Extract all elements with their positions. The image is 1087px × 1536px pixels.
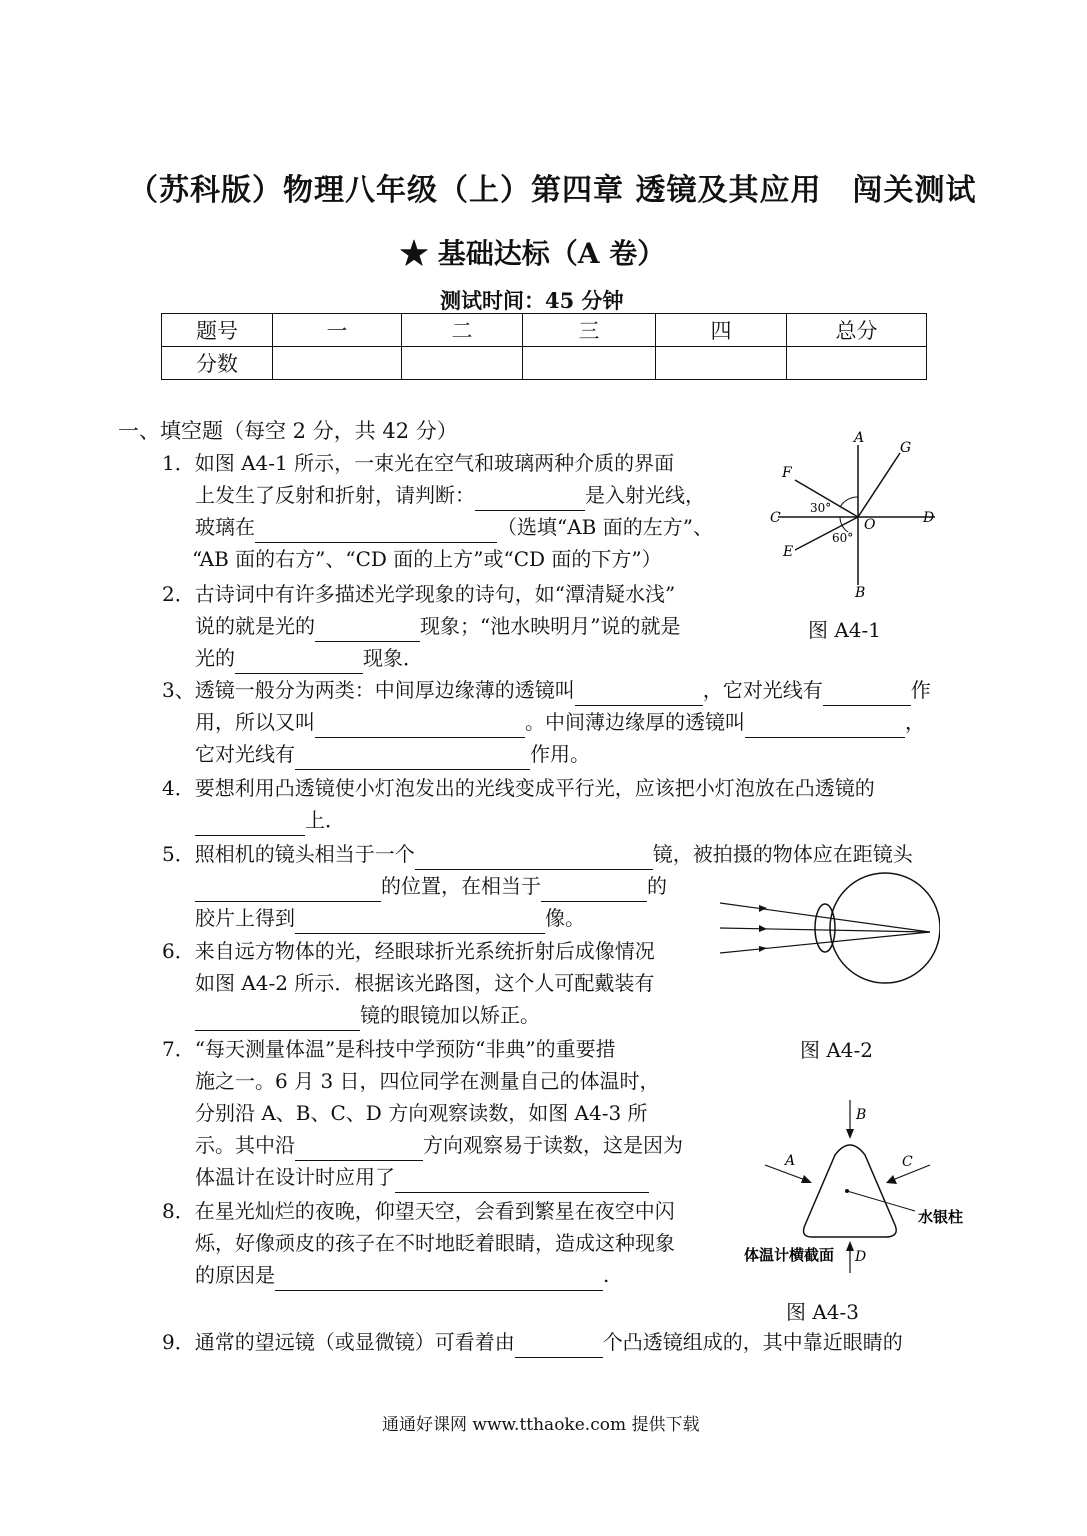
score-entry-cell[interactable] (787, 347, 927, 380)
q6-line3 (195, 999, 540, 1031)
q1-line1: 1．如图 A4-1 所示，一束光在空气和玻璃两种介质的界面 (162, 451, 675, 475)
fig3-label-d: D (855, 1249, 867, 1265)
answer-blank[interactable] (195, 879, 381, 902)
figure-a4-1 (760, 425, 960, 605)
q2-line2 (195, 610, 680, 642)
score-entry-cell[interactable] (273, 347, 402, 380)
fig1-label-o: O (864, 517, 876, 533)
answer-blank[interactable] (235, 651, 363, 674)
q3-text: 作 (910, 678, 931, 702)
q1-text: 是入射光线， (585, 483, 705, 507)
answer-blank[interactable] (745, 715, 905, 738)
q5-line1 (162, 838, 913, 870)
q2-line1: 2．古诗词中有许多描述光学现象的诗句，如“潭清疑水浅” (162, 582, 676, 606)
table-cell: 分数 (162, 347, 273, 380)
q9-text: 9．通常的望远镜（或显微镜）可看着由 (162, 1330, 515, 1354)
score-table-header-row (162, 314, 927, 347)
q2-text: 光的 (195, 646, 235, 670)
q8-text: . (603, 1263, 610, 1287)
q2-text: 现象；“池水映明月”说的就是 (420, 614, 681, 638)
figure-a4-2-caption: 图 A4-2 (800, 1038, 874, 1062)
q7-line1: 7．“每天测量体温”是科技中学预防“非典”的重要措 (162, 1037, 616, 1061)
q3-text: ，它对光线有 (702, 678, 823, 702)
footer: 通通好课网 www.tthaoke.com 提供下载 (382, 1415, 700, 1435)
fig1-label-f: F (782, 465, 792, 481)
q3-line1 (162, 674, 931, 706)
q8-text: 的原因是 (195, 1263, 275, 1287)
q7-line2: 施之一。6 月 3 日，四位同学在测量自己的体温时， (195, 1069, 660, 1093)
answer-blank[interactable] (295, 911, 545, 934)
answer-blank[interactable] (475, 488, 585, 511)
answer-blank[interactable] (541, 879, 647, 902)
answer-blank[interactable] (295, 747, 530, 770)
fig1-label-g: G (900, 440, 912, 456)
q9-line1 (162, 1326, 903, 1358)
q1-text: 玻璃在 (195, 515, 255, 539)
score-entry-cell[interactable] (656, 347, 787, 380)
q3-text: 用，所以又叫 (195, 710, 315, 734)
figure-a4-3-caption: 图 A4-3 (786, 1300, 860, 1324)
figure-a4-3 (740, 1095, 980, 1275)
answer-blank[interactable] (295, 1138, 423, 1161)
answer-blank[interactable] (275, 1268, 603, 1291)
q3-text: ， (905, 710, 925, 734)
answer-blank[interactable] (515, 1335, 603, 1358)
q7-text: 方向观察易于读数，这是因为 (423, 1133, 683, 1157)
answer-blank[interactable] (315, 715, 525, 738)
score-entry-cell[interactable] (523, 347, 656, 380)
q4-line2 (195, 804, 345, 836)
q5-text: 像。 (545, 906, 585, 930)
test-time: 测试时间：45 分钟 (440, 288, 624, 313)
table-cell: 二 (402, 314, 523, 347)
fig1-label-b: B (855, 585, 866, 601)
score-table-score-row (162, 347, 927, 380)
section-heading: 一、填空题（每空 2 分，共 42 分） (118, 419, 458, 443)
q2-text: 说的就是光的 (195, 614, 315, 638)
q4-text: 上． (305, 808, 345, 832)
subtitle: ★ 基础达标（A 卷） (400, 237, 666, 270)
q5-line3 (195, 902, 585, 934)
q2-line3 (195, 642, 423, 674)
fig3-label-c: C (902, 1154, 913, 1170)
q7-text: 示。其中沿 (195, 1133, 295, 1157)
q5-text: 胶片上得到 (195, 906, 295, 930)
score-entry-cell[interactable] (402, 347, 523, 380)
q1-line3 (195, 511, 713, 543)
q3-text: 3、透镜一般分为两类：中间厚边缘薄的透镜叫 (162, 678, 575, 702)
table-cell: 总分 (787, 314, 927, 347)
fig1-label-c: C (770, 510, 781, 526)
q5-text: 的 (647, 874, 667, 898)
q5-line2 (195, 870, 667, 902)
fig1-label-e: E (783, 544, 794, 560)
answer-blank[interactable] (315, 619, 420, 642)
table-cell: 一 (273, 314, 402, 347)
q7-text: 体温计在设计时应用了 (195, 1165, 395, 1189)
answer-blank[interactable] (195, 1008, 360, 1031)
q6-line1: 6．来自远方物体的光，经眼球折光系统折射后成像情况 (162, 939, 655, 963)
q7-line3: 分别沿 A、B、C、D 方向观察读数，如图 A4-3 所 (195, 1101, 648, 1125)
answer-blank[interactable] (823, 683, 911, 706)
fig1-label-d: D (923, 510, 935, 526)
q1-text: （选填“AB 面的左方”、 (497, 515, 713, 539)
q3-text: 。中间薄边缘厚的透镜叫 (525, 710, 745, 734)
q5-text: 的位置，在相当于 (381, 874, 541, 898)
fig3-label-a: A (785, 1153, 796, 1169)
q5-text: 5．照相机的镜头相当于一个 (162, 842, 415, 866)
q4-line1: 4．要想利用凸透镜使小灯泡发出的光线变成平行光，应该把小灯泡放在凸透镜的 (162, 776, 875, 800)
page-title: （苏科版）物理八年级（上）第四章 透镜及其应用 闯关测试 (128, 173, 977, 208)
figure-a4-2 (715, 870, 940, 990)
answer-blank[interactable] (195, 813, 305, 836)
fig3-mercury-label: 水银柱 (918, 1208, 964, 1226)
figure-a4-1-caption: 图 A4-1 (808, 618, 882, 642)
q5-text: 镜，被拍摄的物体应在距镜头 (652, 842, 913, 866)
q1-line2 (195, 479, 705, 511)
answer-blank[interactable] (255, 520, 497, 543)
fig1-angle-60: 60° (832, 531, 854, 545)
answer-blank[interactable] (395, 1170, 649, 1193)
fig3-section-label: 体温计横截面 (744, 1246, 835, 1264)
q3-line2 (195, 706, 925, 738)
q6-line2: 如图 A4-2 所示．根据该光路图，这个人可配戴装有 (195, 971, 655, 995)
q9-text: 个凸透镜组成的，其中靠近眼睛的 (602, 1330, 903, 1354)
fig1-angle-30: 30° (810, 501, 832, 515)
q7-line4 (195, 1129, 683, 1161)
q3-line3 (195, 738, 590, 770)
answer-blank[interactable] (415, 847, 653, 870)
q8-line3 (195, 1259, 609, 1291)
q1-text: 上发生了反射和折射，请判断： (195, 483, 475, 507)
table-cell: 三 (523, 314, 656, 347)
q3-text: 它对光线有 (195, 742, 295, 766)
q6-text: 镜的眼镜加以矫正。 (360, 1003, 540, 1027)
score-table (161, 313, 927, 380)
q1-line4: “AB 面的右方”、“CD 面的上方”或“CD 面的下方”） (192, 547, 662, 571)
q2-text: 现象． (363, 646, 423, 670)
q3-text: 作用。 (530, 742, 590, 766)
table-cell: 四 (656, 314, 787, 347)
q7-line5 (195, 1161, 649, 1193)
table-cell: 题号 (162, 314, 273, 347)
fig1-label-a: A (854, 430, 865, 446)
q8-line2: 烁，好像顽皮的孩子在不时地眨着眼睛，造成这种现象 (195, 1231, 675, 1255)
answer-blank[interactable] (575, 683, 703, 706)
fig3-label-b: B (856, 1107, 867, 1123)
q8-line1: 8．在星光灿烂的夜晚，仰望天空，会看到繁星在夜空中闪 (162, 1199, 675, 1223)
